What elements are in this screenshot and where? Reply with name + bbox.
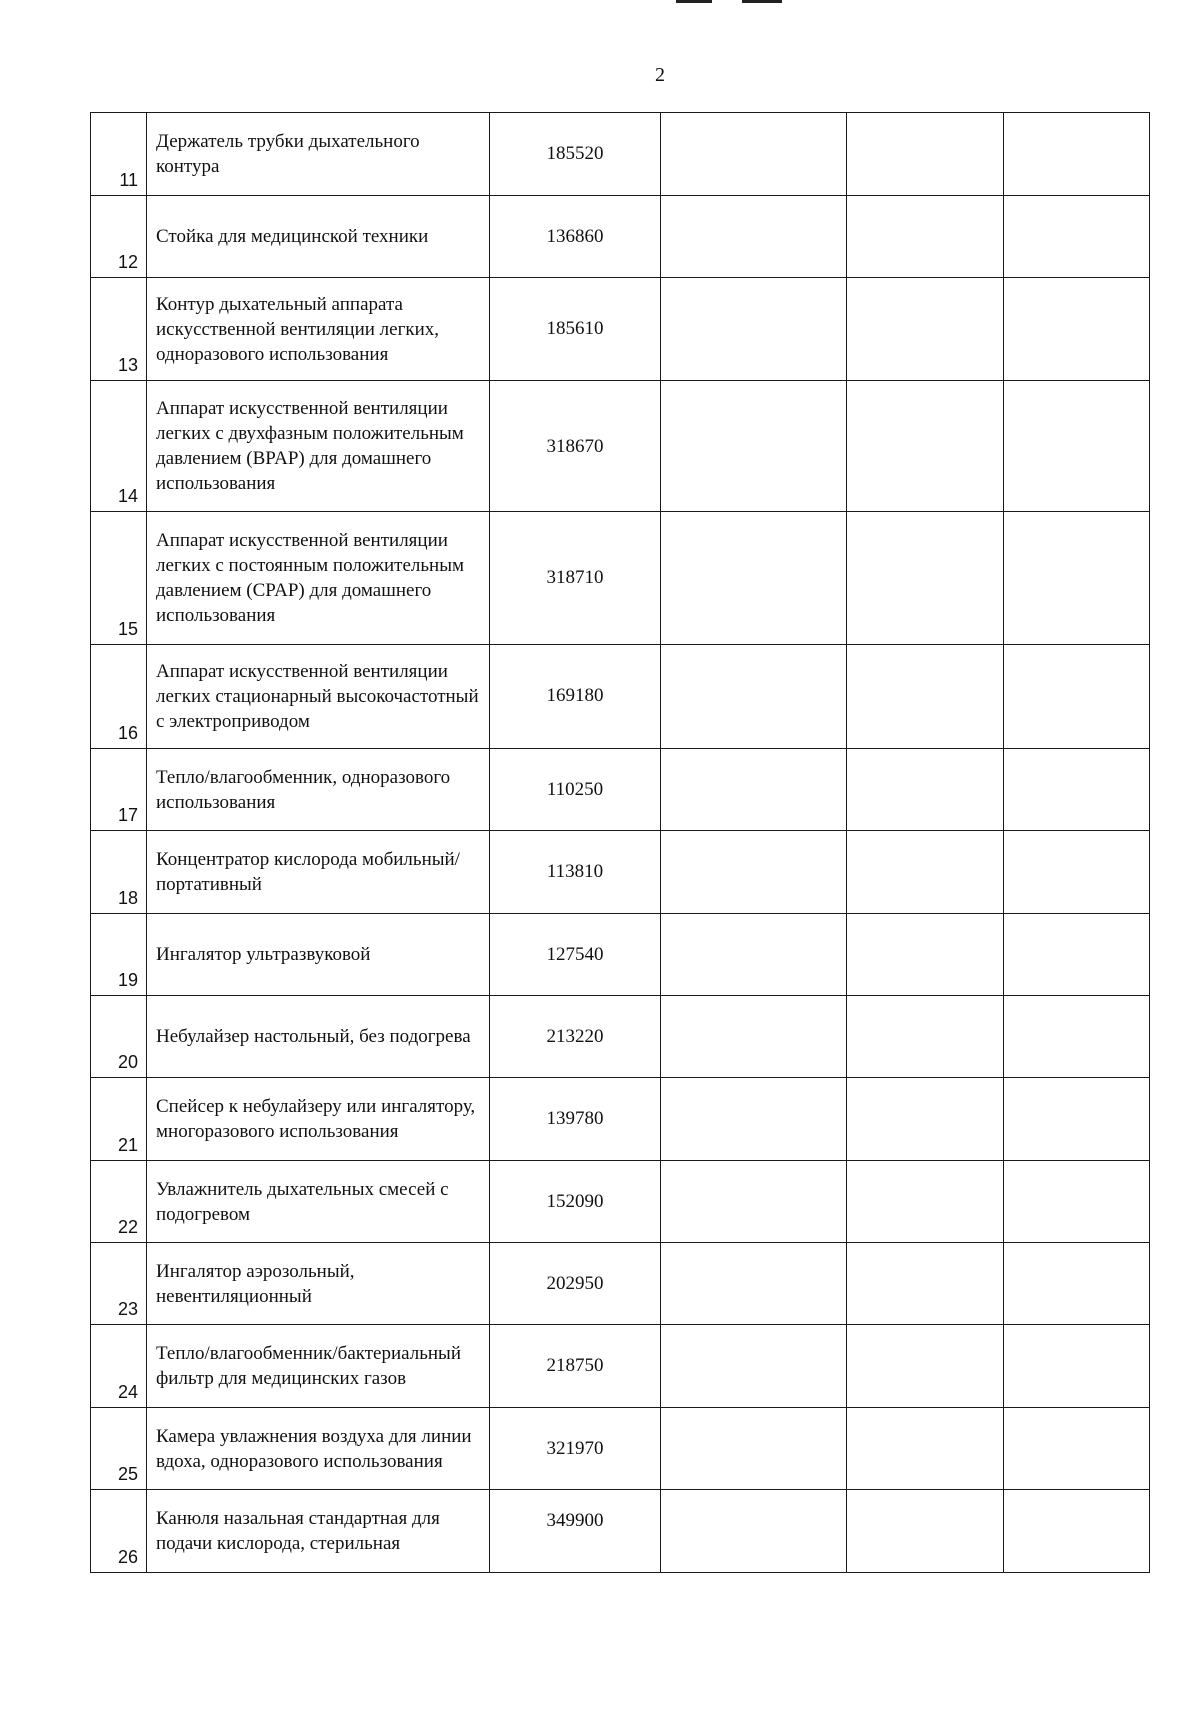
table-row xyxy=(91,996,1150,1078)
table-row xyxy=(91,1078,1150,1161)
device-code-cell xyxy=(490,831,661,914)
empty-cell xyxy=(847,1490,1004,1573)
empty-cell xyxy=(1004,1161,1150,1243)
empty-cell xyxy=(847,1161,1004,1243)
device-code: 318670 xyxy=(546,436,604,457)
empty-cell xyxy=(1004,749,1150,831)
empty-cell xyxy=(661,113,847,196)
empty-cell xyxy=(847,512,1004,645)
empty-cell xyxy=(1004,831,1150,914)
row-number: 15 xyxy=(91,512,147,645)
row-number: 22 xyxy=(91,1161,147,1243)
row-number: 21 xyxy=(91,1078,147,1161)
row-number: 14 xyxy=(91,381,147,512)
empty-cell xyxy=(661,196,847,278)
device-name: Спейсер к небулайзеру или ингалятору, многоразового использования xyxy=(147,1078,490,1161)
empty-cell xyxy=(661,512,847,645)
device-code: 321970 xyxy=(546,1438,604,1459)
row-number: 11 xyxy=(91,113,147,196)
empty-cell xyxy=(847,196,1004,278)
device-code-cell xyxy=(490,645,661,749)
device-code: 349900 xyxy=(546,1510,604,1531)
device-code: 152090 xyxy=(546,1191,604,1212)
device-name: Концентратор кислорода мобильный/портативный xyxy=(147,831,490,914)
empty-cell xyxy=(661,381,847,512)
empty-cell xyxy=(1004,381,1150,512)
row-number: 16 xyxy=(91,645,147,749)
empty-cell xyxy=(847,645,1004,749)
device-code: 218750 xyxy=(546,1355,604,1376)
page-number: 2 xyxy=(655,64,665,86)
empty-cell xyxy=(661,1078,847,1161)
device-code-cell xyxy=(490,1078,661,1161)
table-row xyxy=(91,1243,1150,1325)
empty-cell xyxy=(661,996,847,1078)
device-code: 185610 xyxy=(546,318,604,339)
empty-cell xyxy=(1004,914,1150,996)
table-body xyxy=(91,113,1150,1573)
row-number: 25 xyxy=(91,1408,147,1490)
empty-cell xyxy=(847,831,1004,914)
device-code-cell xyxy=(490,914,661,996)
device-code: 110250 xyxy=(546,779,604,800)
empty-cell xyxy=(1004,645,1150,749)
empty-cell xyxy=(847,914,1004,996)
device-code: 318710 xyxy=(546,567,604,588)
device-name: Держатель трубки дыхательного контура xyxy=(147,113,490,196)
empty-cell xyxy=(661,914,847,996)
empty-cell xyxy=(1004,278,1150,381)
empty-cell xyxy=(661,1161,847,1243)
device-code-cell xyxy=(490,1161,661,1243)
device-code: 169180 xyxy=(546,685,604,706)
device-name: Стойка для медицинской техники xyxy=(147,196,490,278)
row-number: 17 xyxy=(91,749,147,831)
empty-cell xyxy=(847,1325,1004,1408)
device-code-cell xyxy=(490,1325,661,1408)
row-number: 20 xyxy=(91,996,147,1078)
device-name: Контур дыхательный аппарата искусственной вентиляции легких, одноразового использования xyxy=(147,278,490,381)
table-row xyxy=(91,512,1150,645)
table-row xyxy=(91,914,1150,996)
empty-cell xyxy=(1004,1490,1150,1573)
empty-cell xyxy=(1004,1078,1150,1161)
empty-cell xyxy=(847,996,1004,1078)
empty-cell xyxy=(847,1408,1004,1490)
empty-cell xyxy=(1004,512,1150,645)
table-row xyxy=(91,645,1150,749)
empty-cell xyxy=(661,645,847,749)
scan-mark xyxy=(676,0,712,3)
scan-mark xyxy=(742,0,782,3)
row-number: 24 xyxy=(91,1325,147,1408)
device-code: 127540 xyxy=(546,944,604,965)
device-table xyxy=(90,112,1150,1573)
empty-cell xyxy=(847,1078,1004,1161)
device-code-cell xyxy=(490,996,661,1078)
device-code: 139780 xyxy=(546,1108,604,1129)
device-name: Камера увлажнения воздуха для линии вдоха, одноразового использования xyxy=(147,1408,490,1490)
device-name: Аппарат искусственной вентиляции легких с двухфазным положительным давлением (BPAP) для домашнего использования xyxy=(147,381,490,512)
device-code: 202950 xyxy=(546,1273,604,1294)
empty-cell xyxy=(661,1490,847,1573)
device-name: Ингалятор ультразвуковой xyxy=(147,914,490,996)
empty-cell xyxy=(847,1243,1004,1325)
device-code-cell xyxy=(490,1408,661,1490)
empty-cell xyxy=(661,1325,847,1408)
row-number: 18 xyxy=(91,831,147,914)
device-code-cell xyxy=(490,1490,661,1573)
device-code-cell xyxy=(490,381,661,512)
table-row xyxy=(91,1408,1150,1490)
device-code-cell xyxy=(490,278,661,381)
device-name: Небулайзер настольный, без подогрева xyxy=(147,996,490,1078)
device-code: 113810 xyxy=(546,861,604,882)
row-number: 13 xyxy=(91,278,147,381)
device-code-cell xyxy=(490,512,661,645)
empty-cell xyxy=(661,749,847,831)
empty-cell xyxy=(661,1408,847,1490)
device-code-cell xyxy=(490,196,661,278)
device-name: Увлажнитель дыхательных смесей с подогревом xyxy=(147,1161,490,1243)
empty-cell xyxy=(1004,996,1150,1078)
table-row xyxy=(91,196,1150,278)
empty-cell xyxy=(1004,1243,1150,1325)
device-name: Аппарат искусственной вентиляции легких с постоянным положительным давлением (CPAP) для домашнего использования xyxy=(147,512,490,645)
table-row xyxy=(91,1161,1150,1243)
device-code-cell xyxy=(490,113,661,196)
empty-cell xyxy=(847,381,1004,512)
table-row xyxy=(91,113,1150,196)
empty-cell xyxy=(847,749,1004,831)
empty-cell xyxy=(661,831,847,914)
table-row xyxy=(91,749,1150,831)
device-name: Ингалятор аэрозольный, невентиляционный xyxy=(147,1243,490,1325)
device-code-cell xyxy=(490,749,661,831)
empty-cell xyxy=(847,113,1004,196)
device-code: 213220 xyxy=(546,1026,604,1047)
empty-cell xyxy=(661,1243,847,1325)
device-name: Аппарат искусственной вентиляции легких стационарный высокочастотный с электроприводом xyxy=(147,645,490,749)
device-code: 136860 xyxy=(546,226,604,247)
table-row xyxy=(91,1325,1150,1408)
empty-cell xyxy=(1004,196,1150,278)
table-row xyxy=(91,278,1150,381)
device-code-cell xyxy=(490,1243,661,1325)
table-row xyxy=(91,381,1150,512)
row-number: 26 xyxy=(91,1490,147,1573)
table-row xyxy=(91,831,1150,914)
device-name: Канюля назальная стандартная для подачи кислорода, стерильная xyxy=(147,1490,490,1573)
row-number: 23 xyxy=(91,1243,147,1325)
row-number: 19 xyxy=(91,914,147,996)
empty-cell xyxy=(847,278,1004,381)
device-code: 185520 xyxy=(546,143,604,164)
row-number: 12 xyxy=(91,196,147,278)
table-row xyxy=(91,1490,1150,1573)
device-name: Тепло/влагообменник, одноразового использования xyxy=(147,749,490,831)
device-name: Тепло/влагообменник/бактериальный фильтр для медицинских газов xyxy=(147,1325,490,1408)
empty-cell xyxy=(1004,113,1150,196)
empty-cell xyxy=(1004,1408,1150,1490)
empty-cell xyxy=(661,278,847,381)
empty-cell xyxy=(1004,1325,1150,1408)
